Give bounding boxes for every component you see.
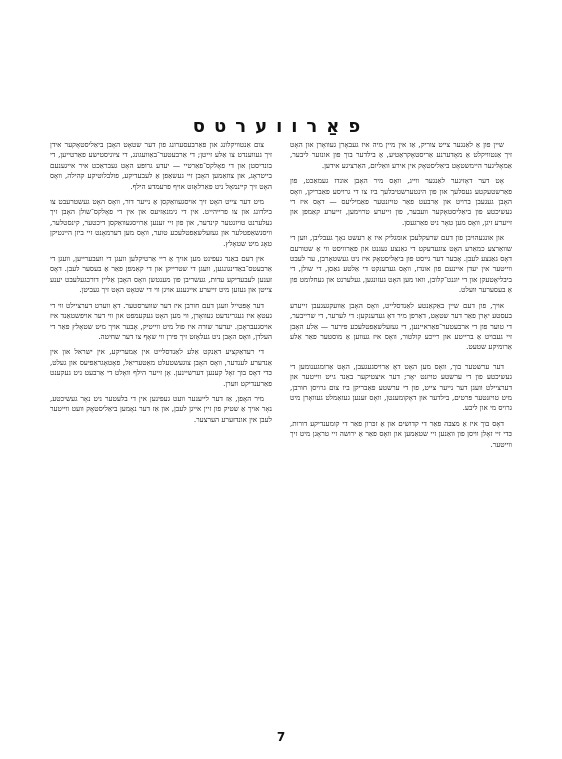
paragraph: שיין פון אַ לאַנגער צייט צוריק, אַז אין מיין מיה איז געבאָרן געוואָרן און האָט זיך אַנטוויקלט אַ מאָדערנע אַריסטאָקראַטיע, אַ בילדער בוך פון אונזער ליבער, אַמאָליגער היימשטאָט ביאַליסטאָק אין אירע וואַליום, האַרציגע אידען.: [290, 140, 512, 170]
paragraph: דאָס בוך איז אַ מצבה פאַר די קדושים און אַ זכּרון פאַר די קומענדיקע דורות, כּדי זיי זאָלן וויסן פון וואַנען זיי שטאַמען און וואָס פאַר אַ ירושה זיי טראָגן מיט זיך ווייטער.: [290, 418, 512, 449]
paragraph: אָט דער דאָזיגער לאַנגער ווייג, וואָס מיר האָבן אונדז געמאַכט, פון פאַרשטעקטע געסלעך און פון הינטערשטיבלעך ביז צו די גרויסע פאַבריקן, וואָס האָבן געגעבן ברויט און אַרבעט פאַר טויזנטער פאַמיליעס — דאָס איז די געשיכטע פון ביאַליסטאָקער וועבער, פון זייערע טרוימען, זייערע קאַמפן און זייערע זיגן, וואָס מען טאָר ניט פאַרגעסן.: [290, 176, 512, 227]
paragraph: די רעדאַקציע דאַנקט אַלע לאַנדסלייט אין אַמעריקע, אין ישראל און אין אַנדערע לענדער, וואָס האָבן צוגעשטעלט מאַטעריאַל, פאָטאָגראַפיעס און געלט, כּדי דאָס בוך זאָל קענען דערשיינען. אָן זייער הילף וואָלט די אַרבעט ניט געקענט פאַרענדיקט ווערן.: [50, 347, 272, 388]
paragraph: און אונגעהויבן פון דעם שרעקלעכן אומגליק איז אַ רעשט נאָך געבליבן, ווען די שוואַרצע כמאַרע האָט צוגעדעקט די גאַנצע געגנט און פאַרוויסט ווי אַ שטורעם דאָס גאַנצע לעבן. אָבער דער גייסט פון ביאַליסטאָק איז ניט געשטאָרבן, ער לעבט ווייטער אין יעדן איינעם פון אונדז, וואָס געדענקט די אַלטע גאַסן, די שולן, די ביבליאָטעקן און די יוגנט־קלובן, וואו מען האָט געזונגען, געלערנט און געחלומט פון אַ בעסערער וועלט.: [290, 233, 512, 295]
paragraph: דער אָפּטייל וועגן דעם חורבן איז דער שווערסטער. דאָ ווערט דערציילט ווי די געטאָ איז געגרינדעט געוואָרן, ווי מען האָט געקעמפט און ווי דער אויפשטאַנד איז אויסגעבראָכן. יעדער שורה איז פול מיט ווייטיק, אָבער אויך מיט שטאָלץ פאַר די העלדן, וואָס האָבן ניט געלאָזט זיך פירן ווי שאָף צו דער שחיטה.: [50, 300, 272, 341]
paragraph: דער ערשטער בוך, וואָס מען האָט דאָ אַרויסגעגעבן, האָט אַרומגענומען די געשיכטע פון די ערשטע טויזנט יאָר; דער איצטיקער באַנד גייט ווייטער און דערציילט וועגן דער נייער צייט, פון די ערשטע פאַבריקן ביז צום גרויסן חורבן, מיט טויזנטער פּרטים, בילדער און דאָקומענטן, וואָס זענען געזאַמלט געוואָרן מיט גרויס מי און ליבע.: [290, 361, 512, 413]
text-column-right: [290, 140, 512, 730]
paragraph: אין דעם באַנד געפינט מען אויך אַ ריי אַרטיקלען וועגן די וועבערייען, וועגן די אַרבעטס־באַדינגונגען, וועגן די שטרייקן און די קאַמפן פאַר אַ בעסער לעבן. דאָס זענען לעבעדיקע עדות, געשריבן פון מענטשן וואָס האָבן אַליין דורכגעלעבט יענע צייטן און געזען מיט זייערע אייגענע אויגן ווי די שטאָט האָט זיך געביטן.: [50, 254, 272, 295]
paragraph: מיר האָפן, אַז דער לייענער וועט געפינען אין די בלעטער ניט נאָר געשיכטע, נאָר אויך אַ שטיק פון זיין אייגן לעבן, און אַז דער נאָמען ביאַליסטאָק וועט ווייטער לעבן אין אונדזערע הערצער.: [50, 393, 272, 424]
paragraph: צום אַנטוויקלונג און פאַרבעסערונג פון דער שטאָט האָבן ביאַליסטאָקער אידן זיך געווענדט צו אַלע זייטן; די אַרבעטער־באַוועגונג, די ציוניסטישע פאַרטייען, די בונדיסטן און די פאָלקס־פאַרטיי — יעדע גרופּע האָט געבראַכט איר אייגענעם בייטראָג, און צוזאַמען האָבן זיי געשאַפן אַ לעבעדיקע, פולבלוטיקע קהילה, וואָס האָט זיך קיינמאָל ניט פאַרלאָזט אויף פרעמדע הילף.: [50, 140, 272, 191]
paragraph: מיט דער צייט האָט זיך אויסגעוואַקסן אַ נייער דור, וואָס האָט געשטרעבט צו בילדונג און צו פרייהייט. אין די גימנאַזיעס און אין די פאָלקס־שולן האָבן זיך געלערנט טויזנטער קינדער, און פון זיי זענען אַרויסגעוואַקסן דיכטער, קינסטלער, וויסנשאַפטלער און געזעלשאַפטלעכע טוער, וואָס מען דערמאָנט זיי ביזן היינטיקן טאָג מיט שטאָלץ.: [50, 197, 272, 248]
text-column-left: [50, 140, 272, 730]
paragraph: אויך, פון דעם שיין באַקאַנטע לאַנדסלייט, וואָס האָבן אַוועקגעגעבן זייערע בעסטע יאָרן פאַר דער שטאָט, דאַרפן מיר דאָ געדענקען: די לערער, די שרייבער, די טוער פון די ארבעטער־פאַראיינען, די געזעלשאַפטלעכע פירער — אַלע האָבן זיי געבויט אַ ברייטע און רייכע קולטור, וואָס איז געווען אַ מוסטער פאַר אַלע אַרומיקע שטעט.: [290, 300, 512, 352]
page-header-title: פאַרווערטס: [192, 116, 370, 137]
page-number: 7: [276, 730, 286, 744]
